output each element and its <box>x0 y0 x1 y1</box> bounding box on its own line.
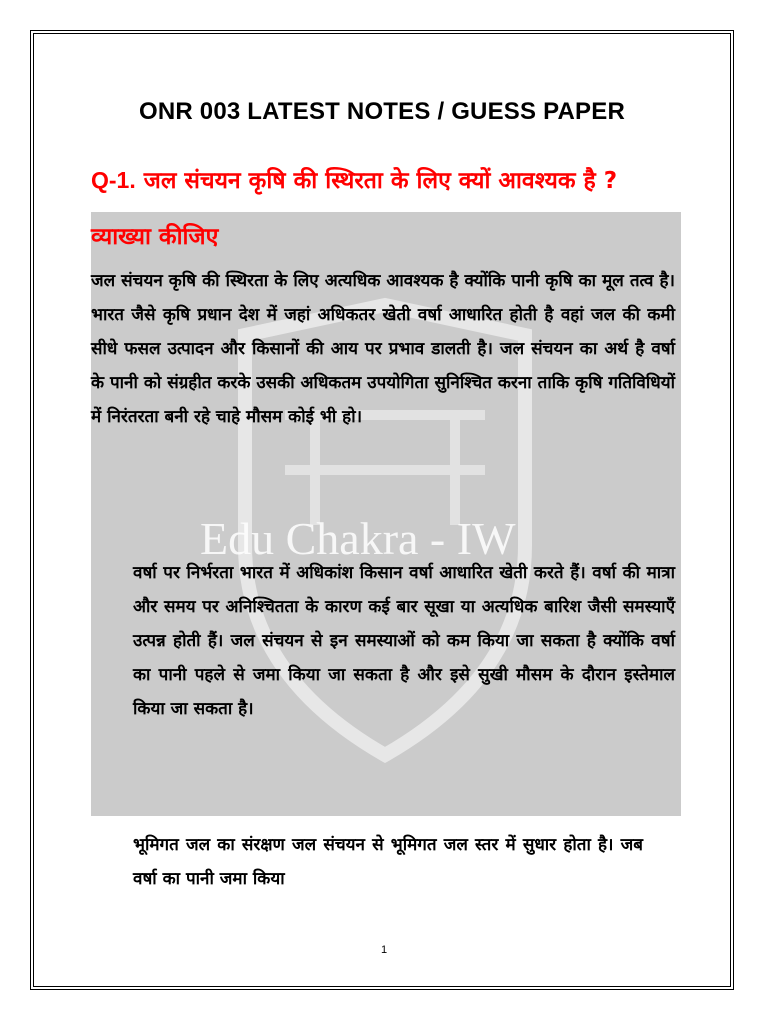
answer-paragraph-1: जल संचयन कृषि की स्थिरता के लिए अत्यधिक आवश्यक है क्योंकि पानी कृषि का मूल तत्व है। भारत जैसे कृषि प्रधान देश में जहां अधिकतर खेती वर्षा आधारित होती है वहां जल की कमी सीधे फसल उत्पादन और किसानों की आय पर प्रभाव डालती है। जल संचयन का अर्थ है वर्षा के पानी को संग्रहीत करके उसकी अधिकतम उपयोगिता सुनिश्चित करना ताकि कृषि गतिविधियों में निरंतरता बनी रहे चाहे मौसम कोई भी हो। <box>91 271 675 427</box>
question-heading <box>91 152 671 265</box>
question-number: Q-1. <box>91 167 136 193</box>
page-title: ONR 003 LATEST NOTES / GUESS PAPER <box>138 98 625 125</box>
answer-paragraph-3: भूमिगत जल का संरक्षण जल संचयन से भूमिगत जल स्तर में सुधार होता है। जब वर्षा का पानी जमा किया <box>133 835 643 889</box>
watermark-text: Edu Chakra - IW <box>200 513 516 564</box>
answer-paragraph-2: वर्षा पर निर्भरता भारत में अधिकांश किसान वर्षा आधारित खेती करते हैं। वर्षा की मात्रा और समय पर अनिश्चितता के कारण कई बार सूखा या अत्यधिक बारिश जैसी समस्याएँ उत्पन्न होती हैं। जल संचयन से इन समस्याओं को कम किया जा सकता है क्योंकि वर्षा का पानी पहले से जमा किया जा सकता है और इसे सुखी मौसम के दौरान इस्तेमाल किया जा सकता है। <box>133 563 675 719</box>
question-text: जल संचयन कृषि की स्थिरता के लिए क्यों आवश्यक है ? व्याख्या कीजिए <box>91 168 618 250</box>
page-number: 1 <box>380 944 388 956</box>
